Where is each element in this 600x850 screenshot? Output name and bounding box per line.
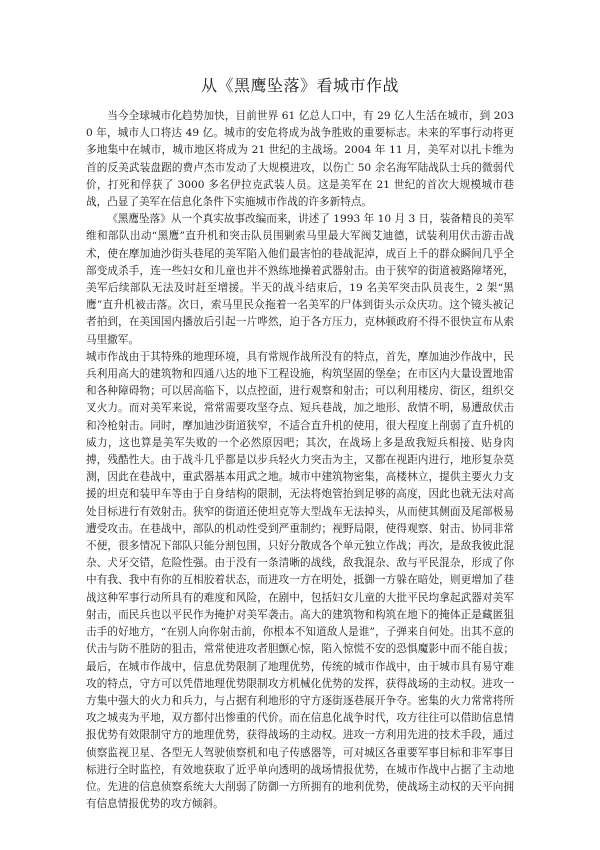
paragraph-intro: 当今全球城市化趋势加快，目前世界 61 亿总人口中，有 29 亿人生活在城市，到 2030 年，城市人口将达 49 亿。城市的安危将成为战争胜败的重要标志。未来的军事行动将更多地集中在城市，城市地区将成为 21 世纪的主战场。2004 年 11 月，美军对以扎卡维为首的反美武装盘踞的费卢杰市发动了大规模进攻，以伤亡 50 余名海军陆战队士兵的微弱代价，打死和俘获了 3000 多名伊拉克武装人员。这是美军在 21 世纪的首次大规模城市巷战，凸显了美军在信息化条件下实施城市作战的许多新特点。	[86, 110, 514, 209]
paragraph-urban-warfare-analysis: 城市作战由于其特殊的地理环境，具有常规作战所没有的特点，首先，摩加迪沙作战中，民兵利用高大的建筑物和四通八达的地下工程设施，构筑坚固的堡垒；在市区内大量设置地雷和各种障碍物；可以居高临下，以点控面，进行观察和射击；可以利用楼房、街区，组织交叉火力。而对美军来说，常常需要攻坚夺点、短兵巷战，加之地形、敌情不明，易遭敌伏击和冷枪射击。同时，摩加迪沙街道狭窄，不适合直升机的使用，很大程度上削弱了直升机的威力，这也算是美军失败的一个必然原因吧；其次，在战场上多是敌我短兵相接、贴身肉搏，残酷性大。由于战斗几乎都是以步兵轻火力突击为主，又都在视距内进行，地形复杂莫测，因此在巷战中，重武器基本用武之地。城市中建筑物密集，高楼林立，提供主要火力支援的坦克和装甲车等由于自身结构的限制，无法将炮管抬到足够的高度，因此也就无法对高处目标进行有效射击。狭窄的街道还使坦克等大型战车无法掉头，从而使其侧面及尾部极易遭受攻击。在巷战中，部队的机动性受到严重制约；视野局限，使得观察、射击、协同非常不便，很多情况下部队只能分割包围，只好分散成各个单元独立作战；再次，是敌我彼此混杂、犬牙交错，危险性强。由于没有一条清晰的战线，敌我混杂、敌与平民混杂，形成了你中有我、我中有你的互相胶着状态，而进攻一方在明处，抵御一方躲在暗处，则更增加了巷战这种军事行动所具有的难度和风险，在剧中，包括妇女儿童的大批平民均拿起武器对美军射击，而民兵也以平民作为掩护对美军袭击。高大的建筑物和构筑在地下的掩体正是藏匿狙击手的好地方，“在别人向你射击前，你根本不知道敌人是谁”，子弹来自何处。出其不意的伏击与防不胜防的狙击，常常使进攻者胆颤心惊，陷入惊慌不安的恐惧魔影中而不能自拔；最后，在城市作战中，信息优势限制了地理优势，传统的城市作战中，由于城市具有易守难攻的特点，守方可以凭借地理优势限制攻方机械化优势的发挥，获得战场的主动权。进攻一方集中强大的火力和兵力，与占据有利地形的守方逐街逐巷展开争夺。密集的火力常常将所攻之城夷为平地，双方都付出惨重的代价。而在信息化战争时代，攻方往往可以借助信息情报优势有效限制守方的地理优势，获得战场的主动权。进攻一方利用先进的技术手段，通过侦察监视卫星、各型无人驾驶侦察机和电子传感器等，可对城区各重要军事目标和非军事目标进行全时监控，有效地获取了近乎单向透明的战场情报优势，在城市作战中占据了主动地位。先进的信息侦察系统大大削弱了防御一方所拥有的地利优势，使战场主动权的天平向拥有信息情报优势的攻方倾斜。	[86, 350, 514, 811]
paragraph-film-summary: 《黑鹰坠落》从一个真实故事改编而来，讲述了 1993 年 10 月 3 日，装备精良的美军维和部队出动“黑鹰”直升机和突击队员围剿索马里最大军阀艾迪德，试装利用伏击游击战术，使在摩加迪沙街头巷尾的美军陷入他们最害怕的巷战泥淖，成百上千的群众瞬间几乎全部变成杀手，连一些妇女和儿童也并不熟练地操着武器射击。由于狭窄的街道被路障堵死，美军后续部队无法及时赶至增援。半天的战斗结束后，19 名美军突击队员丧生，2 架“黑鹰”直升机被击落。次日，索马里民众拖着一名美军的尸体到街头示众庆功。这个镜头被记者拍到，在美国国内播放后引起一片哗然，迫于各方压力，克林顿政府不得不很快宣布从索马里撤军。	[86, 213, 514, 346]
document-title: 从《黑鹰坠落》看城市作战	[200, 76, 399, 95]
